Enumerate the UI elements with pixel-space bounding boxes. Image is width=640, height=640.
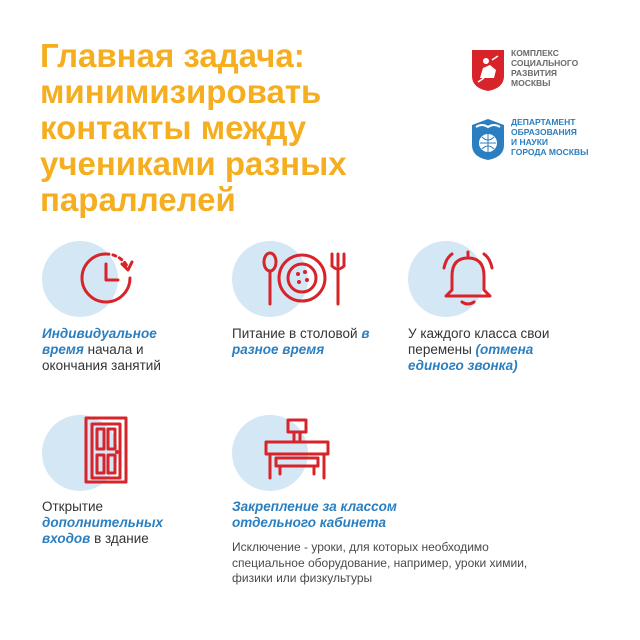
social-complex-logo <box>470 48 621 92</box>
education-emblem-icon <box>470 117 506 161</box>
highlight-text: Закрепление за классом отдельного кабинета <box>232 499 397 530</box>
logo-text-line: ГОРОДА МОСКВЫ <box>511 147 589 157</box>
plate-cutlery-icon <box>258 248 348 308</box>
title-line: минимизировать <box>40 73 322 110</box>
canteen-text <box>232 326 372 358</box>
plain-text: У каждого класса свои перемены <box>408 326 550 357</box>
logo-text-line: РАЗВИТИЯ <box>511 68 558 78</box>
title-line: контакты между <box>40 109 307 146</box>
highlight-text: Индивидуальное время <box>42 326 157 357</box>
desk-chair-icon <box>262 414 332 484</box>
bell-icon <box>438 246 498 308</box>
logo-text-line: ОБРАЗОВАНИЯ <box>511 127 577 137</box>
page-title <box>40 38 420 218</box>
logo-text-line: КОМПЛЕКС <box>511 48 559 58</box>
plain-text: начала и окончания занятий <box>42 342 161 373</box>
classroom-text <box>232 499 452 531</box>
moscow-coat-of-arms-icon <box>470 48 506 92</box>
highlight-text: в разное время <box>232 326 370 357</box>
title-line: параллелей <box>40 181 236 218</box>
breaks-text <box>408 326 568 374</box>
exception-note: Исключение - уроки, для которых необходимо специальное оборудование, например, уроки химии, физики или физкультуры <box>232 540 528 585</box>
clock-icon <box>76 248 136 308</box>
highlight-text: (отмена единого звонка) <box>408 342 534 373</box>
individual-time-text <box>42 326 182 374</box>
plain-text: Питание в столовой <box>232 326 362 341</box>
education-department-logo <box>470 117 621 161</box>
logo-text-line: МОСКВЫ <box>511 78 551 88</box>
plain-text: Открытие <box>42 499 104 514</box>
logo-text-line: СОЦИАЛЬНОГО <box>511 58 579 68</box>
highlight-text: дополнительных входов <box>42 515 163 546</box>
logo-text-line: ДЕПАРТАМЕНТ <box>511 117 576 127</box>
door-icon <box>82 414 132 486</box>
plain-text: в здание <box>90 531 149 546</box>
logo-text-line: И НАУКИ <box>511 137 549 147</box>
entrances-text <box>42 499 202 547</box>
title-line: учениками разных <box>40 145 347 182</box>
title-line: Главная задача: <box>40 37 305 74</box>
